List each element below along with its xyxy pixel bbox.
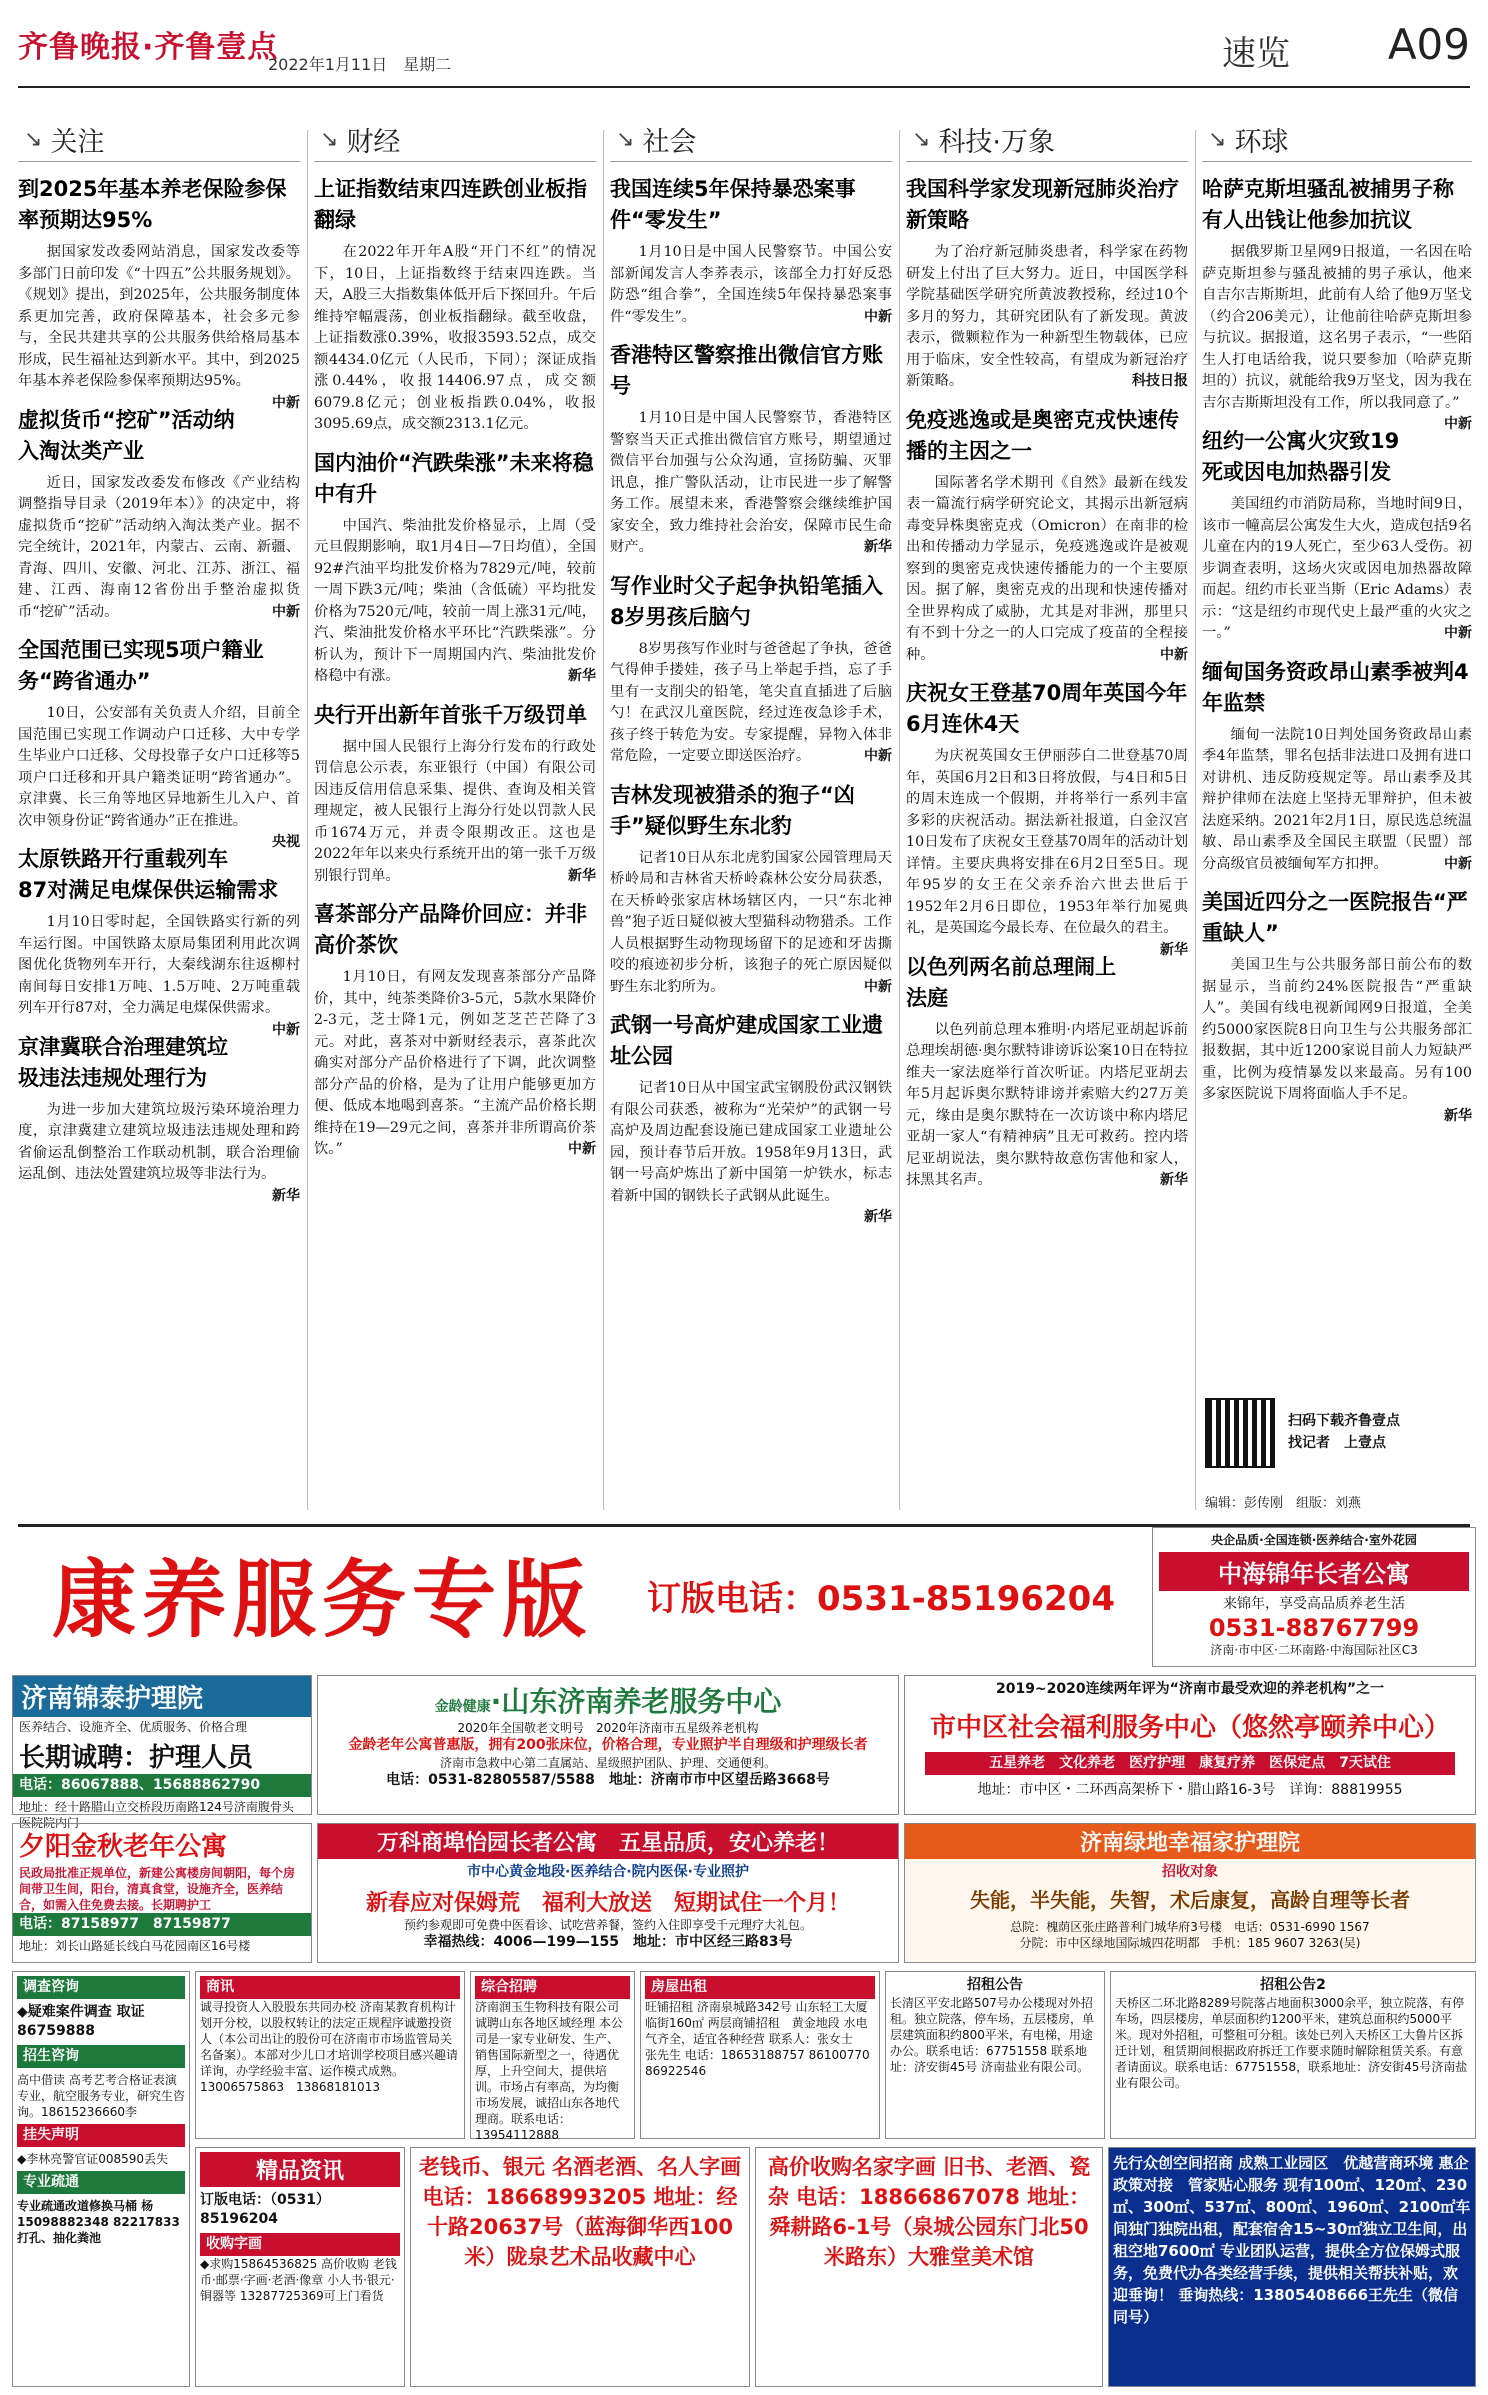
arrow-icon: ↘ xyxy=(1208,127,1227,152)
ad-gaojia[interactable]: 老钱币、银元 名酒老酒、名人字画 电话：18668993205 地址：经十路20637号（蓝海御华西100米）陇泉艺术品收藏中心 xyxy=(410,2147,750,2387)
column-header: ↘ 财经 xyxy=(314,118,596,162)
body: 1月10日是中国人民警察节，香港特区警察当天正式推出微信官方账号，期望通过微信平台加强与公众沟通，宣扬防骗、灭罪讯息，推广警队活动，让市民进一步了解警务工作。展望未来，香港警察会继续维护国家安全，致力维持社会治安，保障市民生命财产。 xyxy=(610,410,892,555)
body: 据俄罗斯卫星网9日报道，一名因在哈萨克斯坦参与骚乱被捕的男子承认，他来自吉尔吉斯斯坦，此前有人给了他9万坚戈（约合206美元），让他前往哈萨克斯坦参与抗议。据报道，这名男子表示，“一些陌生人打电话给我，说只要参加（哈萨克斯坦的）抗议，就能给我9万坚戈，因为我在吉尔吉斯斯坦没有工作，所以我同意了。” xyxy=(1202,244,1472,411)
ad-banner xyxy=(12,1527,1147,1649)
article[interactable] xyxy=(610,340,892,559)
headline: 喜茶部分产品降价回应：并非高价茶饮 xyxy=(314,902,587,957)
article[interactable] xyxy=(906,405,1188,667)
headline: 京津冀联合治理建筑垃圾违法违规处理行为 xyxy=(18,1034,228,1090)
source: 中新 xyxy=(1444,416,1472,432)
body: 记者10日从中国宝武宝钢股份武汉钢铁有限公司获悉，被称为“光荣炉”的武钢一号高炉及周边配套设施已建成国家工业遗址公园，预计春节后开放。1958年9月13日，武钢一号高炉炼出了新中国第一炉铁水，标志着新中国的钢铁长子武钢从此诞生。 xyxy=(610,1080,892,1204)
body: 记者10日从东北虎豹国家公园管理局天桥岭局和吉林省天桥岭森林公安分局获悉，在天桥岭张家店林场辖区内，一只“东北神兽”狍子近日疑似被大型猫科动物猎杀。工作人员根据野生动物现场留下的足迹和牙齿撕咬的痕迹初步分析，该狍子的死亡原因疑似野生东北豹所为。 xyxy=(610,849,892,995)
arrow-icon: ↘ xyxy=(24,127,43,152)
article[interactable] xyxy=(314,448,596,688)
headline: 国内油价“汽跌柴涨”未来将稳中有升 xyxy=(314,450,594,506)
headline: 吉林发现被猎杀的狍子“凶手”疑似野生东北豹 xyxy=(610,782,855,838)
headline: 虚拟货币“挖矿”活动纳入淘汰类产业 xyxy=(18,407,235,463)
article[interactable] xyxy=(18,174,300,411)
column-header: ↘ 关注 xyxy=(18,118,300,162)
page-number: A09 xyxy=(1387,20,1470,69)
article[interactable] xyxy=(1202,426,1472,645)
section-title: 速览 xyxy=(1222,34,1290,74)
banner-phone: 订版电话：0531-85196204 xyxy=(647,1579,1115,1619)
column-guanzhu xyxy=(18,118,300,1516)
article[interactable] xyxy=(610,571,892,768)
article[interactable] xyxy=(1202,174,1472,432)
source: 新华 xyxy=(864,539,892,555)
source: 新华 xyxy=(568,867,596,884)
headline: 缅甸国务资政昂山素季被判4年监禁 xyxy=(1202,659,1469,715)
headline: 纽约一公寓火灾致19死或因电加热器引发 xyxy=(1202,429,1400,484)
ad-section xyxy=(12,1527,1476,2387)
source: 中新 xyxy=(864,748,892,764)
article[interactable] xyxy=(906,174,1188,393)
headline: 我国连续5年保持暴恐案事件“零发生” xyxy=(610,177,856,232)
source: 新华 xyxy=(1444,1107,1472,1124)
article[interactable] xyxy=(610,1010,892,1225)
article[interactable] xyxy=(18,844,300,1038)
article[interactable] xyxy=(610,780,892,999)
ad-wanke[interactable]: 万科商埠怡园长者公寓 五星品质，安心养老！ 市中心黄金地段·医养结合·院内医保·专业照护 新春应对保姆荒 福利大放送 短期试住一个月！ 预约参观即可免费中医看诊、试吃营养餐，签约入住即享受千元理疗大礼包。 幸福热线：4006—199—155 地址：市中区经三路83号 xyxy=(317,1823,899,1963)
article[interactable] xyxy=(314,899,596,1161)
article[interactable] xyxy=(314,174,596,436)
headline: 到2025年基本养老保险参保率预期达95% xyxy=(18,177,287,232)
body: 为了治疗新冠肺炎患者，科学家在药物研发上付出了巨大努力。近日，中国医学科学院基础医学研究所黄波教授称，经过10个多月的努力，其研究团队有了新发现。黄波表示，微颗粒作为一种新型生物载体，已应用于临床，安全性较高，有望成为新冠治疗新策略。 xyxy=(906,244,1188,389)
article[interactable] xyxy=(18,405,300,624)
source: 新华 xyxy=(1160,1172,1188,1188)
column-divider xyxy=(307,130,308,1510)
article[interactable] xyxy=(906,678,1188,958)
ad-xianxing[interactable]: 先行众创空间招商 成熟工业园区 优越营商环境 惠企政策对接 管家贴心服务 现有100㎡、120㎡、230㎡、300㎡、537㎡、800㎡、1960㎡、2100㎡车间独门独院出租，配套宿舍15~30㎡独立卫生间，出租空地7600㎡ 专业团队运营，提供全方位保姆式服务，免费代办各类经营手续，提供相关帮扶补贴，欢迎垂询！ 垂询热线：13805408666王先生（微信同号） xyxy=(1108,2147,1476,2387)
arrow-icon: ↘ xyxy=(912,127,931,152)
headline: 庆祝女王登基70周年英国今年6月连休4天 xyxy=(906,681,1188,736)
source: 中新 xyxy=(272,1021,300,1038)
source: 新华 xyxy=(272,1187,300,1204)
source: 中新 xyxy=(272,603,300,620)
source: 中新 xyxy=(568,1141,596,1157)
headline: 上证指数结束四连跌创业板指翻绿 xyxy=(314,177,587,232)
body: 美国卫生与公共服务部日前公布的数据显示，当前约24%医院报告“严重缺人”。美国有线电视新闻网9日报道，全美约5000家医院8日向卫生与公共服务部汇报数据，其中近1200家说目前人力短缺严重，比例为疫情暴发以来最高。另有100多家医院说下周将面临人手不足。 xyxy=(1202,957,1472,1102)
source: 新华 xyxy=(864,1209,892,1225)
editor-credit: 编辑：彭传刚 组版：刘燕 xyxy=(1205,1496,1362,1511)
ad-jintai[interactable]: 济南锦泰护理院 医养结合、设施齐全、优质服务、价格合理 长期诚聘：护理人员 电话：86067888、15688862790 地址：经十路腊山立交桥段历南路124号济南腹骨头医院院内门 xyxy=(12,1675,312,1815)
source: 科技日报 xyxy=(1132,373,1188,389)
masthead xyxy=(18,8,1470,86)
column-divider xyxy=(603,130,604,1510)
article[interactable] xyxy=(18,1032,300,1204)
source: 中新 xyxy=(864,308,892,325)
headline: 哈萨克斯坦骚乱被捕男子称有人出钱让他参加抗议 xyxy=(1202,177,1454,232)
ad-classified-left[interactable]: 调查咨询 ◆疑难案件调查 取证86759888 招生咨询 高中借读 高考艺考合格证表演专业，航空服务专业，研究生咨询。18615236660李 挂失声明 ◆李林亮警官证008590丢失 专业疏通 专业疏通改道修换马桶 杨15098882348 82217833打孔、抽化粪池 xyxy=(12,1971,190,2387)
headline: 以色列两名前总理闹上法庭 xyxy=(906,954,1116,1010)
ad-xiyang[interactable]: 夕阳金秋老年公寓 民政局批准正规单位，新建公寓楼房间朝阳，每个房间带卫生间，阳台，清真食堂，设施齐全，医养结合，如需入住免费去接。长期聘护工 电话：87158977 87159877 地址：刘长山路延长线白马花园南区16号楼 xyxy=(12,1823,312,1963)
body: 在2022年开年A股“开门不红”的情况下，10日，上证指数终于结束四连跌。当天，A股三大指数集体低开后下探回升。午后维持窄幅震荡，创业板指翻绿。截至收盘，上证指数涨0.39%，收报3593.52点，成交额4434.0亿元（人民币，下同）；深证成指涨0.44%，收报14406.97点，成交额6079.8亿元；创业板指跌0.04%，收报3095.69点，成交额2313.1亿元。 xyxy=(314,244,596,432)
ad-shandong[interactable]: 金龄健康·山东济南养老服务中心 2020年全国敬老文明号 2020年济南市五星级养老机构 金龄老年公寓普惠版，拥有200张床位，价格合理，专业照护半自理级和护理级长者 济南市急救中心第二直属站、星级照护团队、护理、交通便利。 电话：0531-82805587/5588 地址：济南市市中区望岳路3668号 xyxy=(317,1675,899,1815)
article[interactable] xyxy=(314,700,596,888)
column-shehui xyxy=(610,118,892,1516)
body: 美国纽约市消防局称，当地时间9日，该市一幢高层公寓发生大火，造成包括9名儿童在内的19人死亡，至少63人受伤。初步调查表明，这场火灾或因电加热器故障而起。纽约市长亚当斯（Eric Adams）表示：“这是纽约市现代史上最严重的火灾之一。” xyxy=(1202,496,1472,641)
column-keji xyxy=(906,118,1188,1516)
body: 10日，公安部有关负责人介绍，目前全国范围已实现工作调动户口迁移、大中专学生毕业户口迁移、父母投靠子女户口迁移等5项户口迁移和开具户籍类证明“跨省通办”。京津冀、长三角等地区异地新生儿入户、首次申领身份证“跨省通办”正在推进。 xyxy=(18,705,300,829)
article[interactable] xyxy=(610,174,892,328)
ad-zhaozu-1[interactable]: 招租公告 长清区平安北路507号办公楼现对外招租。独立院落，停车场，五层楼房，单层建筑面积约800平米，有电梯，用途办公。联系电话：67751558 联系地址：济安街45号 济南盐业有限公司。 xyxy=(885,1971,1105,2139)
body: 中国汽、柴油批发价格显示，上周（受元旦假期影响，取1月4日—7日均值），全国92#汽油平均批发价格为7829元/吨，较前一周下跌3元/吨；柴油（含低硫）平均批发价格为7520元/吨，较前一周上涨31元/吨，汽、柴油批发价格水平环比“汽跌柴涨”。分析认为，预计下一周期国内汽、柴油批发价格稳中有涨。 xyxy=(314,517,596,684)
headline: 武钢一号高炉建成国家工业遗址公园 xyxy=(610,1013,883,1068)
body: 据国家发改委网站消息，国家发改委等多部门日前印发《“十四五”公共服务规划》。《规划》提出，到2025年，公共服务制度体系更加完善，政府保障基本，社会多元参与，全民共建共享的公共服务供给格局基本形成，民生福祉达到新水平。其中，到2025年基本养老保险参保率预期达95%。 xyxy=(18,244,300,389)
qr-code[interactable] xyxy=(1205,1398,1275,1468)
source: 中新 xyxy=(1444,855,1472,872)
source: 中新 xyxy=(864,978,892,995)
ad-zhonghai[interactable]: 央企品质·全国连锁·医养结合·室外花园 中海锦年长者公寓 来锦年，享受高品质养老生活 0531-88767799 济南·市中区·二环南路·中海国际社区C3 xyxy=(1152,1527,1476,1667)
headline: 全国范围已实现5项户籍业务“跨省通办” xyxy=(18,638,264,693)
arrow-icon: ↘ xyxy=(616,127,635,152)
qr-caption: 扫码下载齐鲁壹点 xyxy=(1288,1413,1400,1429)
ad-zhaozu-2[interactable]: 招租公告2 天桥区二环北路8289号院落占地面积3000余平，独立院落，有停车场，四层楼房，单层面积约1200平米，建筑总面积约5000平米。现对外招租，可整租可分租。该处已列入天桥区工大鲁片区拆迁计划，租赁期间根据政府拆迁工作要求随时解除租赁关系。有意者请面议。联系电话：67751558，联系地址：济安街45号济南盐业有限公司。 xyxy=(1110,1971,1476,2139)
source: 中新 xyxy=(1160,646,1188,663)
body: 缅甸一法院10日判处国务资政昂山素季4年监禁，罪名包括非法进口及拥有进口对讲机、违反防疫规定等。昂山素季及其辩护律师在法庭上坚持无罪辩护，但未被法庭采纳。2021年2月1日，原民选总统温敏、昂山素季及全国民主联盟（民盟）部分高级官员被缅甸军方扣押。 xyxy=(1202,726,1472,872)
headline: 太原铁路开行重载列车87对满足电煤保供运输需求 xyxy=(18,847,279,902)
column-divider xyxy=(899,130,900,1510)
column-caijing xyxy=(314,118,596,1516)
ad-zhaopin[interactable]: 综合招聘 济南润玉生物科技有限公司诚聘山东各地区域经理 本公司是一家专业研发、生产、销售国际新型之一，待遇优厚，上升空间大，提供培训。市场占有率高，为均衡市场发展，诚招山东各地代理商。联系电话：13954112888 xyxy=(470,1971,635,2139)
ad-jingpin[interactable]: 精品资讯 订版电话：（0531）85196204 收购字画 ◆求购15864536825 高价收购 老钱币·邮票·字画·老酒·像章 小人书·银元·铜器等 13287725369可上门看货 xyxy=(195,2147,405,2387)
column-header: ↘ 科技·万象 xyxy=(906,118,1188,162)
article[interactable] xyxy=(18,635,300,850)
source: 中新 xyxy=(272,394,300,411)
source: 新华 xyxy=(1160,941,1188,958)
body: 1月10日是中国人民警察节。中国公安部新闻发言人李荞表示，该部全力打好反恐防恐“组合拳”，全国连续5年保持暴恐案事件“零发生”。 xyxy=(610,244,892,325)
ad-shangxun[interactable]: 商讯 诚寻投资人入股股东共同办校 济南某教育机构计划开分校，以股权转让的法定正规程序诚邀投资人（本公司出让的股份可在济南市市场监管局关名备案）。本部对少儿口才培训学校项目感兴趣请详询，办学经验丰富、运作模式成熟。13006575863 13868181013 xyxy=(195,1971,465,2139)
headline: 美国近四分之一医院报告“严重缺人” xyxy=(1202,890,1468,945)
headline: 免疫逃逸或是奥密克戎快速传播的主因之一 xyxy=(906,407,1179,463)
ad-mingjia[interactable]: 高价收购名家字画 旧书、老酒、瓷杂 电话：18866867078 地址：舜耕路6-1号（泉城公园东门北50米路东）大雅堂美术馆 xyxy=(755,2147,1103,2387)
body: 1月10日零时起，全国铁路实行新的列车运行图。中国铁路太原局集团利用此次调图优化货物列车开行，大秦线湖东往返柳村南间每日安排1万吨、1.5万吨、2万吨重载列车开行87对，全力满足电煤保供需求。 xyxy=(18,914,300,1016)
body: 8岁男孩写作业时与爸爸起了争执，爸爸气得伸手搂娃，孩子马上举起手挡，忘了手里有一支削尖的铅笔，笔尖直直插进了后脑勺！在武汉儿童医院，经过连夜急诊手术，孩子终于转危为安。专家提醒，异物入体非常危险，一定要立即送医治疗。 xyxy=(610,640,892,764)
ad-lvdi[interactable]: 济南绿地幸福家护理院 招收对象 失能，半失能，失智，术后康复，高龄自理等长者 总院：槐荫区张庄路普利门城华府3号楼 电话：0531-6990 1567 分院：市中区绿地国际城四花明都 手机：185 9607 3263(吴) xyxy=(904,1823,1476,1963)
body: 近日，国家发改委发布修改《产业结构调整指导目录（2019年本）》的决定中，将虚拟货币“挖矿”活动纳入淘汰类产业。据不完全统计，2021年，内蒙古、云南、新疆、青海、四川、安徽、河北、江苏、浙江、福建、江西、海南12省份出手整治虚拟货币“挖矿”活动。 xyxy=(18,474,300,620)
banner-title: 康养服务专版 xyxy=(52,1551,593,1649)
arrow-icon: ↘ xyxy=(320,127,339,152)
source: 央视 xyxy=(272,834,300,850)
headline: 央行开出新年首张千万级罚单 xyxy=(314,702,587,727)
top-rule xyxy=(18,86,1470,88)
issue-date: 2022年1月11日 星期二 xyxy=(268,55,452,74)
column-divider xyxy=(1195,130,1196,1510)
column-huanqiu xyxy=(1202,118,1472,1386)
article[interactable] xyxy=(1202,887,1472,1124)
column-header: ↘ 社会 xyxy=(610,118,892,162)
headline: 写作业时父子起争执铅笔插入8岁男孩后脑勺 xyxy=(610,573,883,629)
source: 中新 xyxy=(1444,625,1472,641)
body: 以色列前总理本雅明·内塔尼亚胡起诉前总理埃胡德·奥尔默特诽谤诉讼案10日在特拉维夫一家法庭举行首次听证。内塔尼亚胡去年5月起诉奥尔默特诽谤并索赔大约27万美元，缘由是奥尔默特在一次访谈中称内塔尼亚胡一家人“有精神病”且无可救药。控内塔尼亚胡说法，奥尔默特故意伤害他和家人，抹黑其名声。 xyxy=(906,1021,1188,1188)
article[interactable] xyxy=(1202,657,1472,876)
body: 为进一步加大建筑垃圾污染环境治理力度，京津冀建立建筑垃圾违法违规处理和跨省偷运乱倒整治工作联动机制，联合治理偷运乱倒、违法处置建筑垃圾等非法行为。 xyxy=(18,1101,300,1182)
headline: 香港特区警察推出微信官方账号 xyxy=(610,343,883,398)
qr-caption-2: 找记者 上壹点 xyxy=(1288,1435,1386,1451)
body: 1月10日，有网友发现喜茶部分产品降价，其中，纯茶类降价3-5元，5款水果降价2-3元，芝士降1元，例如芝芝芒芒降了3元。对此，喜茶对中新财经表示，喜茶此次确实对部分产品价格进行了下调，此次调整部分产品的价格，是为了让用户能够更加方便、低成本地喝到喜茶。“主流产品价格长期维持在19—29元之间，喜茶并非所谓高价茶饮。” xyxy=(314,969,596,1157)
headline: 我国科学家发现新冠肺炎治疗新策略 xyxy=(906,177,1179,232)
ad-fuli[interactable]: 2019~2020连续两年评为“济南市最受欢迎的养老机构”之一 市中区社会福利服务中心（悠然亭颐养中心） 五星养老 文化养老 医疗护理 康复疗养 医保定点 7天试住 地址：市中区・二环西高架桥下・腊山路16-3号 详询：88819955 xyxy=(904,1675,1476,1815)
body: 国际著名学术期刊《自然》最新在线发表一篇流行病学研究论文，其揭示出新冠病毒变异株奥密克戎（Omicron）在南非的检出和传播动力学显示，免疫逃逸或许是被观察到的奥密克戎快速传播能力的一个主要原因。据了解，奥密克戎的出现和快速传播对全世界构成了威胁，尤其是对非洲，那里只有不到十分之一的人口完成了疫苗的全程接种。 xyxy=(906,474,1188,663)
body: 据中国人民银行上海分行发布的行政处罚信息公示表，东亚银行（中国）有限公司因违反信用信息采集、提供、查询及相关管理规定，被人民银行上海分行处以罚款人民币1674万元，并责令限期改正。这也是2022年年以来央行系统开出的第一张千万级别银行罚单。 xyxy=(314,738,596,884)
ad-fangwu[interactable]: 房屋出租 旺铺招租 济南泉城路342号 山东轻工大厦 临街160㎡ 两层商铺招租 黄金地段 水电气齐全，适宜各种经营 联系人：张女士 张先生 电话：18653188757 86100770 86922546 xyxy=(640,1971,880,2139)
article[interactable] xyxy=(906,952,1188,1192)
body: 为庆祝英国女王伊丽莎白二世登基70周年，英国6月2日和3日将放假，与4日和5日的周末连成一个假期，并将举行一系列丰富多彩的庆祝活动。据法新社报道，白金汉宫10日发布了庆祝女王登基70周年的活动计划详情。主要庆典将安排在6月2日至5日。现年95岁的女王在父亲乔治六世去世后于1952年2月6日即位，1953年举行加冕典礼，是英国迄今最长寿、在位最久的君主。 xyxy=(906,748,1188,936)
source: 新华 xyxy=(568,668,596,684)
column-header: ↘ 环球 xyxy=(1202,118,1472,162)
brand-logo: 齐鲁晚报·齐鲁壹点 xyxy=(18,30,279,65)
